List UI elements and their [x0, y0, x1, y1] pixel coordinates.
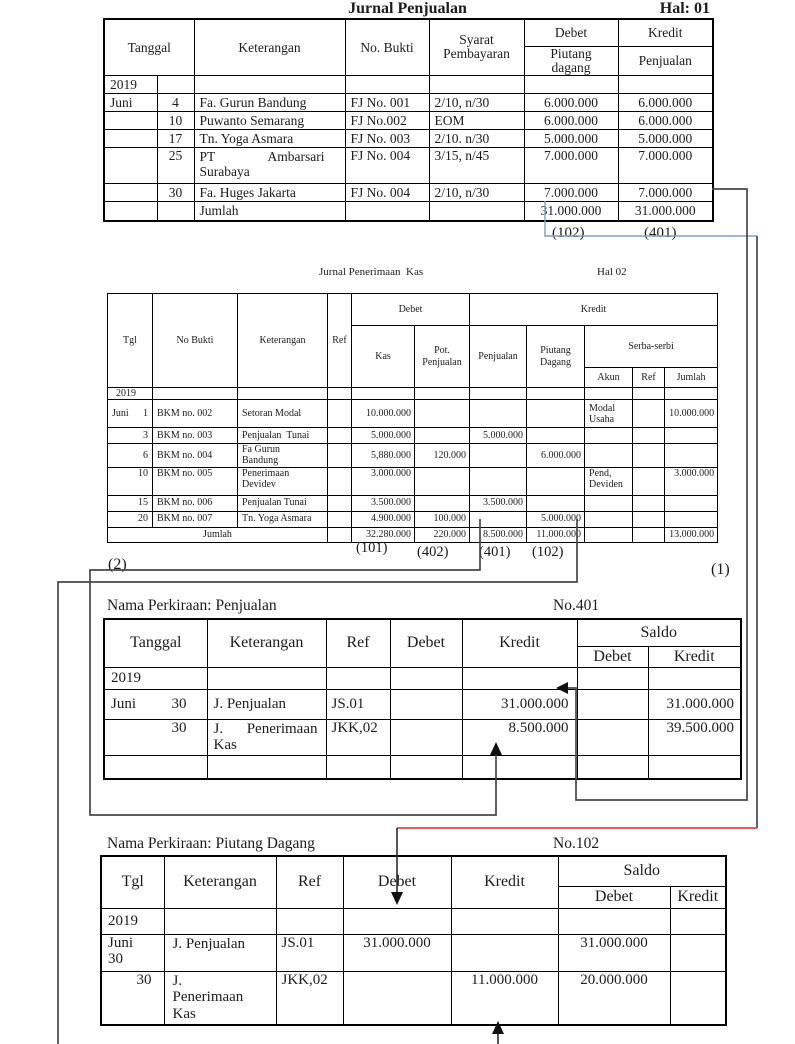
cell-keterangan: PT Ambarsari Surabaya — [194, 148, 345, 184]
cell-ref2 — [633, 467, 665, 495]
cell-month — [104, 130, 157, 148]
cell-kas: 3.500.000 — [352, 495, 415, 511]
cell-empty — [207, 756, 326, 779]
cell-month — [104, 184, 157, 202]
cell-syarat: 2/10, n/30 — [429, 184, 524, 202]
col-debet: Debet — [390, 619, 462, 667]
cell-empty — [157, 202, 194, 221]
table-row — [104, 719, 741, 756]
cell-akun: Pend, Deviden — [585, 467, 633, 495]
flow-label-2: (2) — [108, 556, 127, 573]
cell-debet — [343, 971, 451, 1025]
cell-empty — [276, 908, 343, 934]
total-row — [108, 527, 718, 542]
cell-tgl: 10 — [108, 467, 153, 495]
cell-pot: 100.000 — [415, 511, 470, 527]
cell-ref2 — [633, 495, 665, 511]
col-ref: Ref — [328, 294, 352, 388]
cell-debet: 6.000.000 — [524, 93, 618, 111]
cell-piutang — [527, 467, 585, 495]
cell-empty — [577, 756, 648, 779]
cell-no-bukti: BKM no. 004 — [153, 444, 238, 467]
posting-ref-102b: (102) — [532, 544, 564, 560]
cell-penjualan — [470, 511, 527, 527]
cell-empty — [390, 667, 462, 689]
cell-kredit: 6.000.000 — [618, 93, 713, 111]
cell-empty — [328, 527, 352, 542]
year-row — [104, 75, 713, 93]
ledger-sales-table — [103, 618, 742, 780]
cell-jumlah — [665, 444, 718, 467]
table-row — [108, 444, 718, 467]
posting-ref-401b: (401) — [479, 544, 511, 560]
cell-no-bukti: BKM no. 005 — [153, 467, 238, 495]
account-name-label: Nama Perkiraan: Penjualan — [107, 597, 277, 614]
cell-penjualan — [470, 444, 527, 467]
total-label: Jumlah — [108, 527, 328, 542]
cell-debet: 7.000.000 — [524, 148, 618, 184]
account-number: No.401 — [553, 597, 600, 614]
cell-pot — [415, 428, 470, 444]
cell-debet: 31.000.000 — [343, 934, 451, 971]
cell-day: 17 — [157, 130, 194, 148]
posting-ref-401: (401) — [644, 225, 677, 241]
cell-kas: 4.900.000 — [352, 511, 415, 527]
col-syarat: Syarat Pembayaran — [429, 19, 524, 75]
col-penjualan: Penjualan — [618, 46, 713, 75]
cell-keterangan: Penjualan Tunai — [238, 428, 328, 444]
cell-empty — [462, 667, 577, 689]
cell-kas: 5,880.000 — [352, 444, 415, 467]
cell-empty — [648, 667, 741, 689]
col-saldo-kredit: Kredit — [648, 646, 741, 667]
table-row — [104, 148, 713, 184]
total-kredit: 31.000.000 — [618, 202, 713, 221]
cell-syarat: 3/15, n/45 — [429, 148, 524, 184]
total-row — [104, 202, 713, 221]
cell-month — [104, 111, 157, 129]
cell-empty — [451, 908, 558, 934]
col-debet: Debet — [524, 19, 618, 46]
cell-no-bukti: FJ No. 003 — [345, 130, 429, 148]
ledger-receivable-caption — [100, 835, 725, 855]
table-row — [108, 400, 718, 428]
cell-debet: 7.000.000 — [524, 184, 618, 202]
account-number: No.102 — [553, 835, 600, 852]
cell-no-bukti: FJ No. 004 — [345, 184, 429, 202]
cell-piutang: 5.000.000 — [527, 511, 585, 527]
cell-tgl: 30 — [101, 971, 164, 1025]
total-debet: 31.000.000 — [524, 202, 618, 221]
cell-debet — [390, 719, 462, 756]
cell-month: Juni — [104, 93, 157, 111]
cell-syarat: EOM — [429, 111, 524, 129]
cell-empty — [328, 388, 352, 400]
cell-tgl: Juni 1 — [108, 400, 153, 428]
cell-day: 30 — [157, 184, 194, 202]
col-saldo: Saldo — [577, 619, 741, 646]
cell-saldo-kredit — [670, 934, 726, 971]
col-piutang-dagang: Piutang Dagang — [527, 326, 585, 388]
sales-journal-table — [103, 18, 714, 222]
col-ref: Ref — [326, 619, 390, 667]
cell-empty — [670, 908, 726, 934]
cell-syarat: 2/10, n/30 — [429, 93, 524, 111]
col-ref2: Ref — [633, 368, 665, 388]
cell-empty — [390, 756, 462, 779]
cell-empty — [470, 388, 527, 400]
cell-empty — [207, 667, 326, 689]
cell-kredit — [451, 934, 558, 971]
cell-kredit: 5.000.000 — [618, 130, 713, 148]
cell-keterangan: J. Penerimaan Kas — [164, 971, 276, 1025]
cell-no-bukti: FJ No.002 — [345, 111, 429, 129]
cell-jumlah: 10.000.000 — [665, 400, 718, 428]
cell-empty — [429, 202, 524, 221]
sales-journal-section — [103, 0, 712, 222]
cell-ref — [328, 467, 352, 495]
col-kredit: Kredit — [462, 619, 577, 667]
cell-empty — [429, 75, 524, 93]
table-row — [108, 511, 718, 527]
total-kas: 32.280.000 — [352, 527, 415, 542]
cell-akun — [585, 511, 633, 527]
cell-empty — [648, 756, 741, 779]
cell-jumlah — [665, 495, 718, 511]
col-saldo: Saldo — [558, 856, 726, 886]
cell-tgl: Juni 30 — [101, 934, 164, 971]
account-name-label: Nama Perkiraan: Piutang Dagang — [107, 835, 315, 852]
cell-saldo-kredit: 39.500.000 — [648, 719, 741, 756]
cell-akun — [585, 444, 633, 467]
table-row — [104, 111, 713, 129]
cell-kredit: 8.500.000 — [462, 719, 577, 756]
cell-kredit: 7.000.000 — [618, 148, 713, 184]
cell-keterangan: J. Penjualan — [207, 689, 326, 719]
year-row — [101, 908, 726, 934]
cell-keterangan: Tn. Yoga Asmara — [194, 130, 345, 148]
cell-ref2 — [633, 511, 665, 527]
table-row — [108, 495, 718, 511]
cell-empty — [527, 388, 585, 400]
table-row — [101, 934, 726, 971]
cell-empty — [326, 756, 390, 779]
cell-empty — [153, 388, 238, 400]
year-cell: 2019 — [104, 667, 207, 689]
ledger-sales-caption — [103, 597, 740, 618]
col-keterangan: Keterangan — [194, 19, 345, 75]
cell-no-bukti: BKM no. 002 — [153, 400, 238, 428]
cell-tgl: 6 — [108, 444, 153, 467]
cell-ref — [328, 495, 352, 511]
cell-penjualan — [470, 467, 527, 495]
cell-saldo-debet: 31.000.000 — [558, 934, 670, 971]
cash-journal-page-number: Hal 02 — [597, 266, 627, 278]
cell-akun: Modal Usaha — [585, 400, 633, 428]
table-row — [104, 93, 713, 111]
cell-ref — [328, 400, 352, 428]
cell-tgl: 20 — [108, 511, 153, 527]
cell-ref: JKK,02 — [276, 971, 343, 1025]
cell-month — [104, 148, 157, 184]
cell-saldo-kredit — [670, 971, 726, 1025]
ledger-receivable-table — [100, 855, 727, 1026]
cell-no-bukti: BKM no. 006 — [153, 495, 238, 511]
col-pot-penjualan: Pot. Penjualan — [415, 326, 470, 388]
cell-ref: JKK,02 — [326, 719, 390, 756]
cell-kredit: 11.000.000 — [451, 971, 558, 1025]
cell-pot — [415, 495, 470, 511]
year-cell: 2019 — [104, 75, 157, 93]
ledger-receivable-section — [100, 835, 725, 1026]
cell-jumlah — [665, 511, 718, 527]
year-row — [104, 667, 741, 689]
col-penjualan: Penjualan — [470, 326, 527, 388]
cell-empty — [343, 908, 451, 934]
cell-no-bukti: FJ No. 001 — [345, 93, 429, 111]
cell-syarat: 2/10. n/30 — [429, 130, 524, 148]
cell-keterangan: Setoran Modal — [238, 400, 328, 428]
cell-empty — [104, 756, 207, 779]
cell-keterangan: Puwanto Semarang — [194, 111, 345, 129]
cash-journal-table — [107, 293, 718, 543]
cell-ref — [328, 444, 352, 467]
table-row — [104, 689, 741, 719]
cell-akun — [585, 428, 633, 444]
col-keterangan: Keterangan — [207, 619, 326, 667]
table-header-row — [101, 856, 726, 886]
cell-empty — [194, 75, 345, 93]
total-piutang: 11.000.000 — [527, 527, 585, 542]
cell-tanggal: 30 — [104, 719, 207, 756]
cell-saldo-debet: 20.000.000 — [558, 971, 670, 1025]
cell-empty — [345, 202, 429, 221]
cell-empty — [326, 667, 390, 689]
col-piutang-dagang: Piutang dagang — [524, 46, 618, 75]
cell-keterangan: Fa Gurun Bandung — [238, 444, 328, 467]
col-tanggal: Tanggal — [104, 619, 207, 667]
total-pot: 220.000 — [415, 527, 470, 542]
cell-keterangan: Fa. Gurun Bandung — [194, 93, 345, 111]
cell-saldo-kredit: 31.000.000 — [648, 689, 741, 719]
cell-empty — [633, 527, 665, 542]
cell-ref2 — [633, 444, 665, 467]
cell-empty — [415, 388, 470, 400]
col-keterangan: Keterangan — [238, 294, 328, 388]
cell-no-bukti: FJ No. 004 — [345, 148, 429, 184]
cell-ref — [328, 428, 352, 444]
col-ref: Ref — [276, 856, 343, 908]
cell-no-bukti: BKM no. 007 — [153, 511, 238, 527]
cell-ref: JS.01 — [326, 689, 390, 719]
table-header-row — [108, 294, 718, 326]
cell-empty — [558, 908, 670, 934]
table-row — [101, 971, 726, 1025]
cell-keterangan: J. Penerimaan Kas — [207, 719, 326, 756]
cell-empty — [665, 388, 718, 400]
col-akun: Akun — [585, 368, 633, 388]
cell-debet: 6.000.000 — [524, 111, 618, 129]
cell-empty — [164, 908, 276, 934]
cell-debet — [390, 689, 462, 719]
col-debet-group: Debet — [352, 294, 470, 326]
table-row — [108, 467, 718, 495]
cell-ref2 — [633, 428, 665, 444]
year-cell: 2019 — [101, 908, 164, 934]
cell-piutang — [527, 400, 585, 428]
col-tgl: Tgl — [108, 294, 153, 388]
cell-kas: 10.000.000 — [352, 400, 415, 428]
cell-empty — [524, 75, 618, 93]
cell-akun — [585, 495, 633, 511]
cash-journal-caption — [107, 264, 717, 293]
cell-keterangan: Penerimaan Devidev — [238, 467, 328, 495]
table-row — [104, 184, 713, 202]
flow-label-1: (1) — [711, 561, 730, 578]
ledger-sales-section — [103, 597, 740, 780]
cell-kredit: 31.000.000 — [462, 689, 577, 719]
cell-piutang — [527, 495, 585, 511]
cell-kredit: 6.000.000 — [618, 111, 713, 129]
cell-penjualan: 3.500.000 — [470, 495, 527, 511]
cell-tgl: 3 — [108, 428, 153, 444]
cell-jumlah — [665, 428, 718, 444]
cell-keterangan: Tn. Yoga Asmara — [238, 511, 328, 527]
cell-debet: 5.000.000 — [524, 130, 618, 148]
cell-day: 4 — [157, 93, 194, 111]
year-row — [108, 388, 718, 400]
cell-empty — [462, 756, 577, 779]
total-serba: 13.000.000 — [665, 527, 718, 542]
cell-day: 10 — [157, 111, 194, 129]
col-kas: Kas — [352, 326, 415, 388]
cash-receipts-journal-section — [107, 264, 717, 543]
total-penjualan: 8.500.000 — [470, 527, 527, 542]
col-serba-serbi: Serba-serbi — [585, 326, 718, 368]
cell-day: 25 — [157, 148, 194, 184]
cell-empty — [104, 202, 157, 221]
empty-row — [104, 756, 741, 779]
cell-kas: 5.000.000 — [352, 428, 415, 444]
col-kredit: Kredit — [451, 856, 558, 908]
cell-tgl: 15 — [108, 495, 153, 511]
cell-ref — [328, 511, 352, 527]
posting-ref-102: (102) — [552, 225, 585, 241]
table-row — [108, 428, 718, 444]
cell-empty — [585, 388, 633, 400]
col-no-bukti: No. Bukti — [345, 19, 429, 75]
col-tanggal: Tanggal — [104, 19, 194, 75]
cell-no-bukti: BKM no. 003 — [153, 428, 238, 444]
sales-journal-title: Jurnal Penjualan — [348, 0, 467, 17]
cell-kredit: 7.000.000 — [618, 184, 713, 202]
col-debet: Debet — [343, 856, 451, 908]
cell-empty — [585, 527, 633, 542]
col-kredit-group: Kredit — [470, 294, 718, 326]
sales-journal-page-number: Hal: 01 — [659, 0, 710, 17]
cell-ref: JS.01 — [276, 934, 343, 971]
total-label: Jumlah — [194, 202, 345, 221]
cell-jumlah: 3.000.000 — [665, 467, 718, 495]
cell-saldo-debet — [577, 719, 648, 756]
year-cell: 2019 — [108, 388, 153, 400]
cell-keterangan: Fa. Huges Jakarta — [194, 184, 345, 202]
col-saldo-kredit: Kredit — [670, 886, 726, 908]
cash-journal-title: Jurnal Penerimaan Kas — [319, 266, 424, 278]
cell-empty — [633, 388, 665, 400]
cell-saldo-debet — [577, 689, 648, 719]
cell-penjualan: 5.000.000 — [470, 428, 527, 444]
cell-pot — [415, 467, 470, 495]
col-kredit: Kredit — [618, 19, 713, 46]
col-jumlah: Jumlah — [665, 368, 718, 388]
cell-piutang — [527, 428, 585, 444]
sales-journal-caption — [103, 0, 712, 18]
cell-ref2 — [633, 400, 665, 428]
cell-keterangan: J. Penjualan — [164, 934, 276, 971]
cell-empty — [618, 75, 713, 93]
cell-kas: 3.000.000 — [352, 467, 415, 495]
col-no-bukti: No Bukti — [153, 294, 238, 388]
table-header-row — [104, 619, 741, 646]
cell-empty — [577, 667, 648, 689]
table-header-row — [104, 19, 713, 46]
col-keterangan: Keterangan — [164, 856, 276, 908]
col-saldo-debet: Debet — [577, 646, 648, 667]
table-row — [104, 130, 713, 148]
cell-empty — [345, 75, 429, 93]
cell-tanggal: Juni 30 — [104, 689, 207, 719]
col-saldo-debet: Debet — [558, 886, 670, 908]
cell-pot — [415, 400, 470, 428]
cell-empty — [157, 75, 194, 93]
posting-ref-402: (402) — [417, 544, 449, 560]
posting-ref-101: (101) — [356, 540, 388, 556]
cell-pot: 120.000 — [415, 444, 470, 467]
col-tgl: Tgl — [101, 856, 164, 908]
cell-empty — [238, 388, 328, 400]
cell-keterangan: Penjualan Tunai — [238, 495, 328, 511]
cell-piutang: 6.000.000 — [527, 444, 585, 467]
cell-penjualan — [470, 400, 527, 428]
cell-empty — [352, 388, 415, 400]
